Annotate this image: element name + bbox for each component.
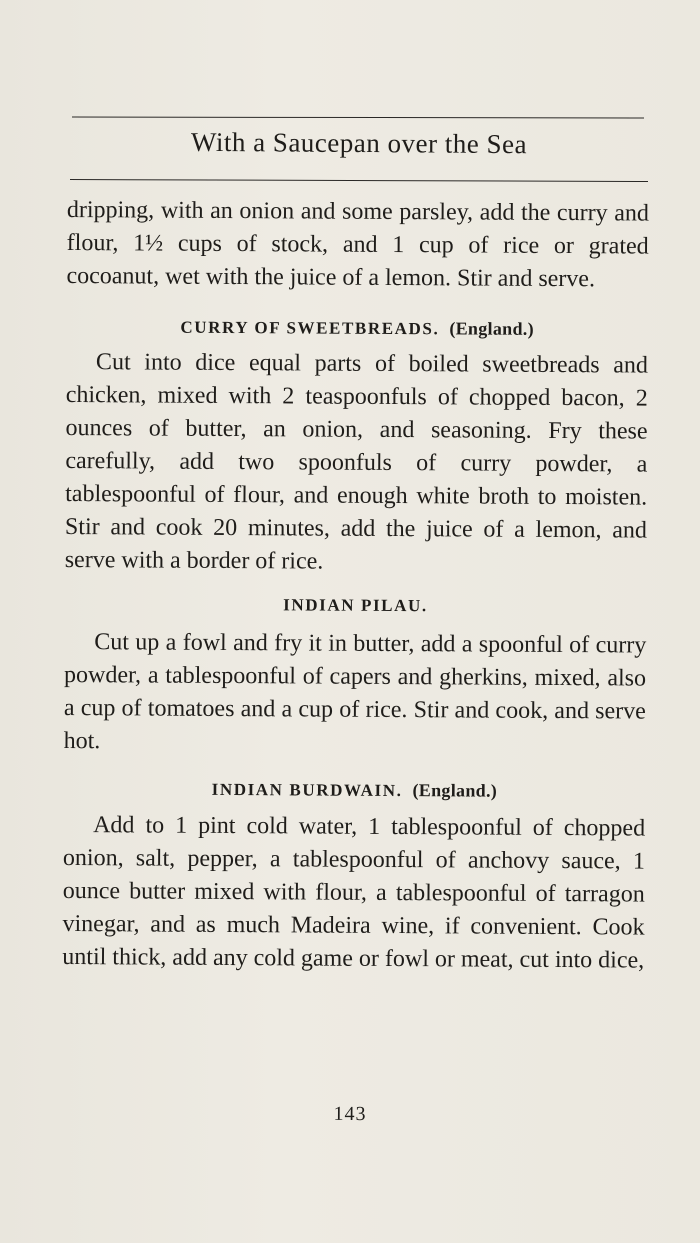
recipe-origin: (England.) (449, 318, 534, 339)
header-rule-top (72, 117, 644, 119)
page-body (62, 194, 649, 978)
recipe-heading-curry-of-sweetbreads (66, 316, 648, 341)
recipe-title: CURRY OF SWEETBREADS. (180, 317, 440, 339)
header-rule-bottom (70, 179, 648, 182)
running-head: With a Saucepan over the Sea (190, 126, 528, 160)
page-number: 143 (333, 1102, 367, 1126)
recipe-heading-indian-pilau (64, 594, 646, 618)
recipe-title: INDIAN PILAU. (283, 595, 428, 616)
recipe-text-indian-pilau: Cut up a fowl and fry it in butter, add a spoonful of curry powder, a tablespoonful of capers and gherkins, mixed, also a cup of tomatoes and a cup of rice. Stir and cook, and serve hot. (63, 629, 647, 755)
recipe-text-indian-burdwain: Add to 1 pint cold water, 1 tablespoonful of chopped onion, salt, pepper, a tablespoonful of anchovy sauce, 1 ounce butter mixed with flour, a tablespoonful of tarragon vinegar, and as much Madeira wine, if convenient. Cook until thick, add any cold game or fowl or meat, cut into dice, (62, 812, 646, 974)
continuation-paragraph: dripping, with an onion and some parsley, add the curry and flour, 1½ cups of stock, and 1 cup of rice or grated cocoanut, wet with the juice of a lemon. Stir and serve. (66, 196, 649, 293)
recipe-origin: (England.) (412, 780, 498, 801)
recipe-heading-indian-burdwain (63, 778, 645, 803)
recipe-text-curry-of-sweetbreads: Cut into dice equal parts of boiled sweetbreads and chicken, mixed with 2 teaspoonfuls of chopped bacon, 2 ounces of butter, an onion, and seasoning. Fry these carefully, add two spoonfuls of curry powder, a tablespoonful of flour, and enough white broth to moisten. Stir and cook 20 minutes, add the juice of a lemon, and serve with a border of rice. (64, 349, 649, 575)
recipe-title: INDIAN BURDWAIN. (211, 779, 403, 801)
